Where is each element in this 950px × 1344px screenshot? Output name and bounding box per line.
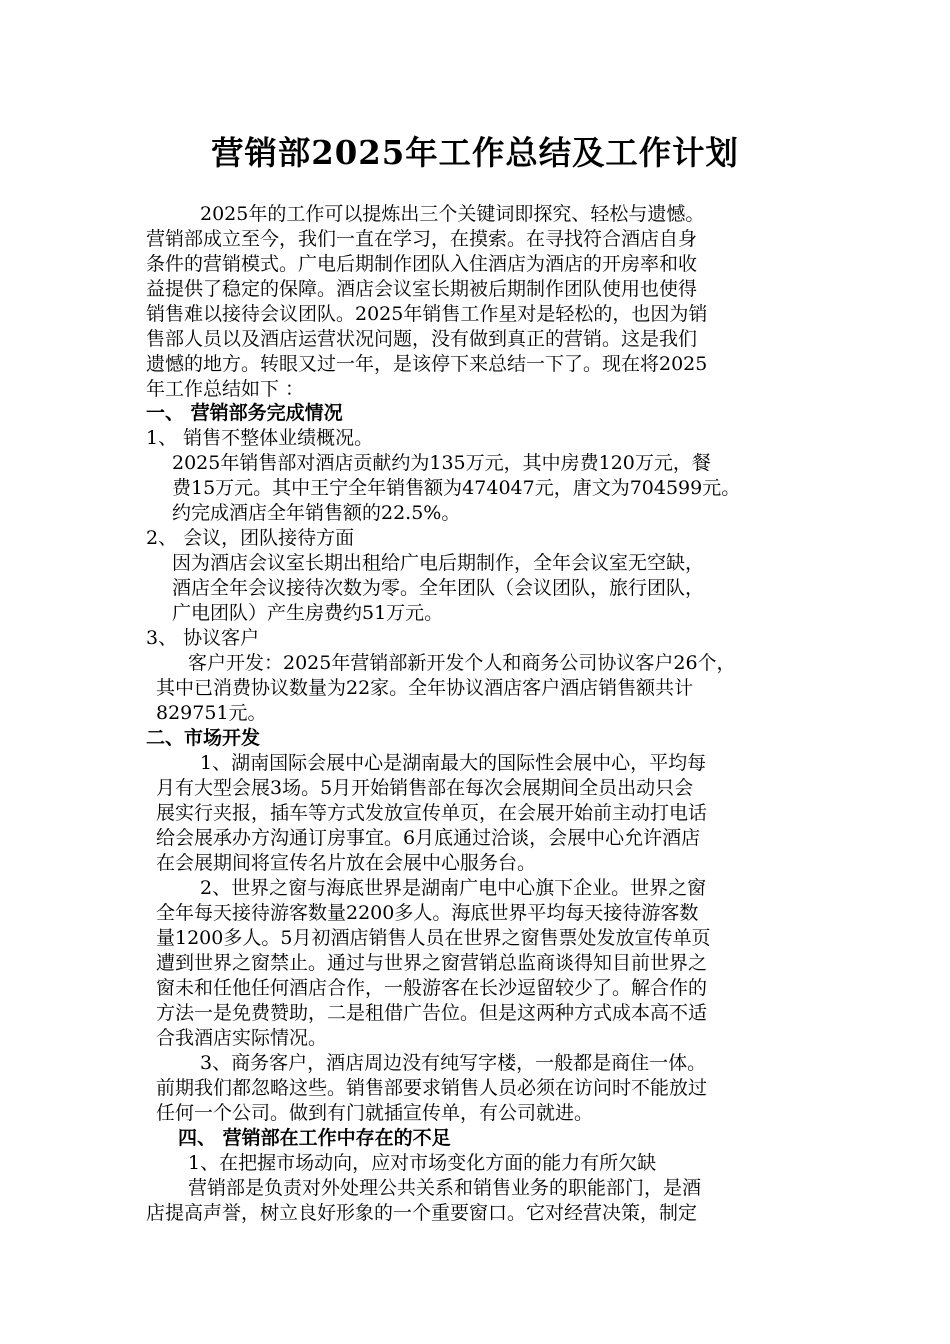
- section-heading-shortcomings: 四、 营销部在工作中存在的不足: [178, 1127, 451, 1149]
- item-line: 费15万元。其中王宁全年销售额为474047元，唐文为704599元。: [172, 477, 741, 499]
- body-line: 月有大型会展3场。5月开始销售部在每次会展期间全员出动只会: [156, 777, 694, 799]
- item-label: 3、 协议客户: [146, 627, 260, 649]
- body-line: 2、世界之窗与海底世界是湖南广电中心旗下企业。世界之窗: [200, 877, 707, 899]
- item-label: 1、 销售不整体业绩概况。: [146, 427, 374, 449]
- intro-line: 售部人员以及酒店运营状况问题，没有做到真正的营销。这是我们: [146, 328, 698, 350]
- body-line: 任何一个公司。做到有门就插宣传单，有公司就进。: [156, 1102, 594, 1124]
- item-line: 其中已消费协议数量为22家。全年协议酒店客户酒店销售额共计: [156, 677, 694, 699]
- body-line: 合我酒店实际情况。: [156, 1027, 328, 1049]
- item-line: 广电团队）产生房费约51万元。: [172, 602, 444, 624]
- section-heading-completion: 一、 营销部务完成情况: [146, 402, 343, 424]
- body-line: 遭到世界之窗禁止。通过与世界之窗营销总监商谈得知目前世界之: [156, 952, 708, 974]
- body-line: 展实行夹报，插车等方式发放宣传单页，在会展开始前主动打电话: [156, 802, 708, 824]
- page-title: 营销部2025年工作总结及工作计划: [211, 134, 739, 172]
- body-line: 3、商务客户，酒店周边没有纯写字楼，一般都是商住一体。: [200, 1052, 707, 1074]
- body-line: 全年每天接待游客数量2200多人。海底世界平均每天接待游客数: [156, 902, 699, 924]
- intro-line: 营销部成立至今，我们一直在学习，在摸索。在寻找符合酒店自身: [146, 228, 698, 250]
- intro-line: 销售难以接待会议团队。2025年销售工作星对是轻松的，也因为销: [146, 303, 708, 325]
- item-line: 客户开发：2025年营销部新开发个人和商务公司协议客户26个，: [188, 652, 736, 674]
- intro-line: 遗憾的地方。转眼又过一年，是该停下来总结一下了。现在将2025: [146, 353, 708, 375]
- intro-line: 条件的营销模式。广电后期制作团队入住酒店为酒店的开房率和收: [146, 253, 698, 275]
- sub-heading: 1、在把握市场动向，应对市场变化方面的能力有所欠缺: [188, 1152, 657, 1174]
- body-line: 窗未和任他任何酒店合作，一般游客在长沙逗留较少了。解合作的: [156, 977, 708, 999]
- body-line: 1、湖南国际会展中心是湖南最大的国际性会展中心，平均每: [200, 752, 707, 774]
- body-line: 在会展期间将宣传名片放在会展中心服务台。: [156, 852, 537, 874]
- intro-line: 年工作总结如下 ：: [146, 378, 305, 400]
- body-line: 给会展承办方沟通订房事宜。6月底通过洽谈，会展中心允许酒店: [156, 827, 701, 849]
- body-line: 营销部是负责对外处理公共关系和销售业务的职能部门，是酒: [188, 1177, 702, 1199]
- item-line: 因为酒店会议室长期出租给广电后期制作，全年会议室无空缺，: [172, 552, 705, 574]
- body-line: 前期我们都忽略这些。销售部要求销售人员必须在访问时不能放过: [156, 1077, 708, 1099]
- body-line: 店提高声誉，树立良好形象的一个重要窗口。它对经营决策，制定: [146, 1202, 698, 1224]
- section-heading-market: 二、市场开发: [146, 727, 261, 749]
- intro-line: 2025年的工作可以提炼出三个关键词即探究、轻松与遗憾。: [200, 203, 705, 225]
- item-line: 约完成酒店全年销售额的22.5%。: [172, 502, 461, 524]
- item-label: 2、 会议，团队接待方面: [146, 527, 355, 549]
- intro-line: 益提供了稳定的保障。酒店会议室长期被后期制作团队使用也使得: [146, 278, 698, 300]
- item-line: 829751元。: [156, 702, 267, 724]
- body-line: 方法一是免费赞助，二是租借广告位。但是这两种方式成本高不适: [156, 1002, 708, 1024]
- body-line: 量1200多人。5月初酒店销售人员在世界之窗售票处发放宣传单页: [156, 927, 711, 949]
- item-line: 酒店全年会议接待次数为零。全年团队（会议团队，旅行团队，: [172, 577, 705, 599]
- item-line: 2025年销售部对酒店贡献约为135万元，其中房费120万元，餐: [172, 452, 711, 474]
